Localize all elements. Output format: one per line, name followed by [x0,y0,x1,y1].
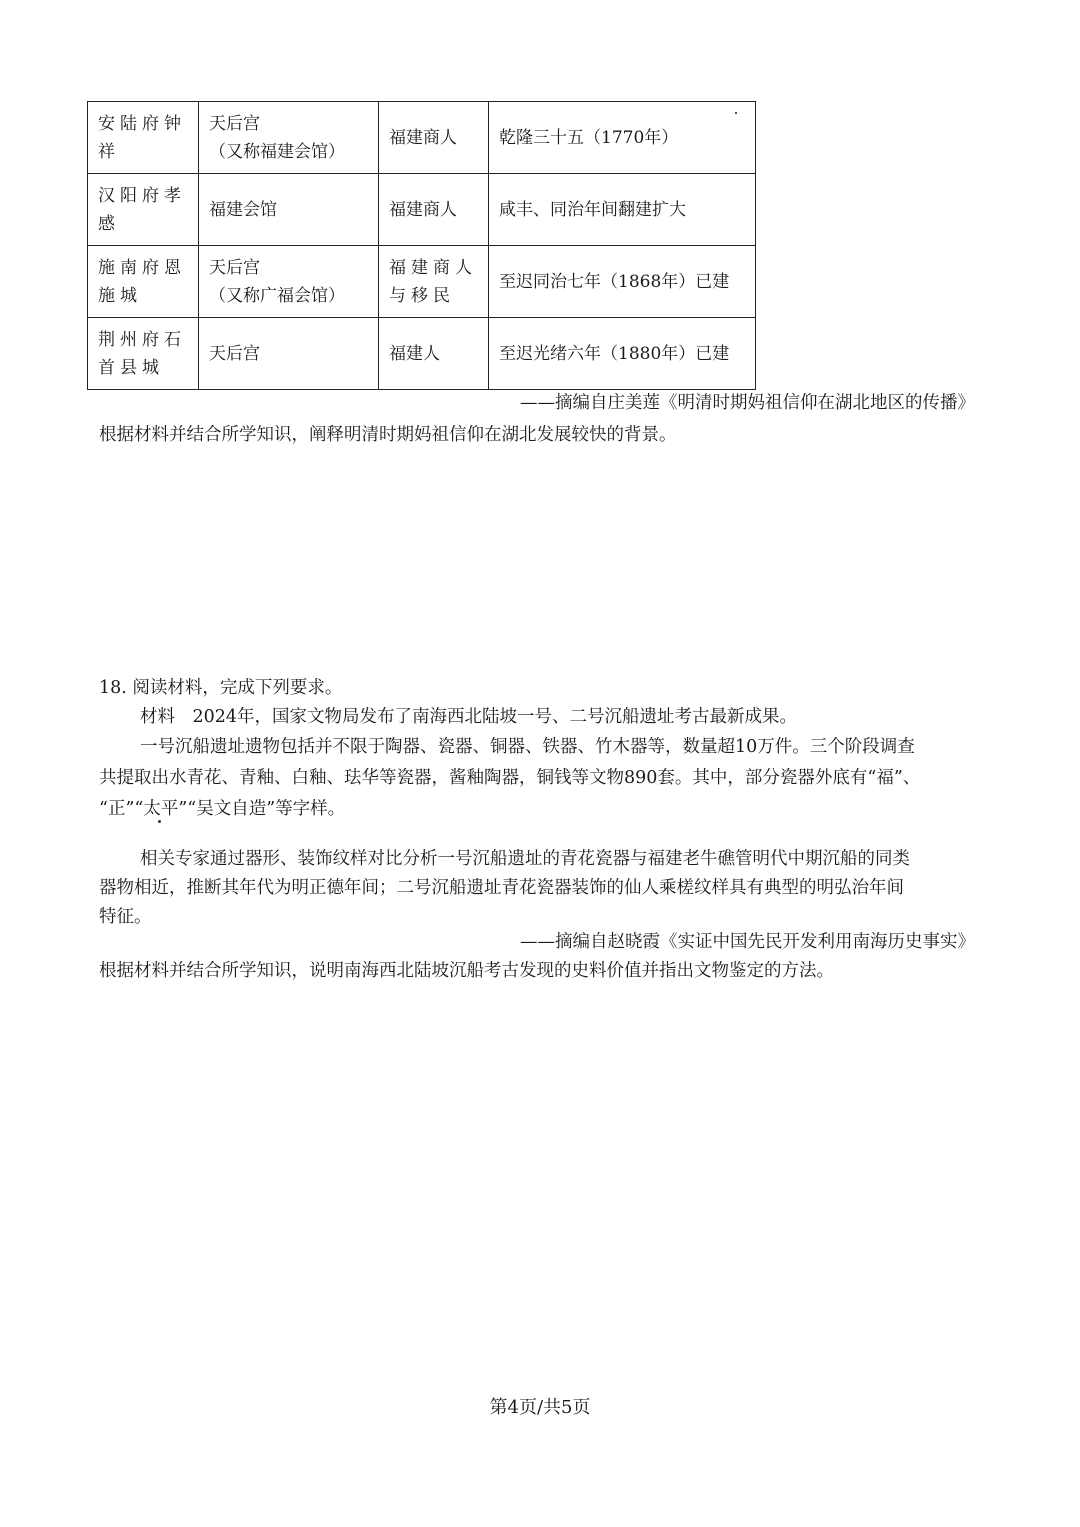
q18-material-intro: 材料 2024年，国家文物局发布了南海西北陆坡一号、二号沉船遗址考古最新成果。 [140,707,798,727]
temple-cell: 福建会馆 [199,174,379,246]
place-cell: 施南府恩施城 [88,246,199,318]
date-cell: 至迟同治七年（1868年）已建 [489,246,756,318]
q18-title: 18. 阅读材料，完成下列要求。 [99,678,343,698]
temple-cell: 天后宫 [199,318,379,390]
temple-cell: 天后宫 （又称广福会馆） [199,246,379,318]
q18-paragraph-2-line-2: 器物相近，推断其年代为明正德年间；二号沉船遗址青花瓷器装饰的仙人乘槎纹样具有典型的明弘治年间 [99,878,904,898]
q18-paragraph-1-line-3: “正”“太平”“吴文自造”等字样。 [99,799,346,819]
date-cell: 咸丰、同治年间翻建扩大 [489,174,756,246]
q18-source-citation: ——摘编自赵晓霞《实证中国先民开发利用南海历史事实》 [520,932,975,952]
builder-cell: 福建商人 [379,174,489,246]
temple-cell: 天后宫 （又称福建会馆） [199,102,379,174]
place-cell: 安陆府钟祥 [88,102,199,174]
date-cell: 乾隆三十五（1770年） [489,102,756,174]
q18-paragraph-2-line-3: 特征。 [99,907,152,927]
builder-cell: 福建人 [379,318,489,390]
date-cell: 至迟光绪六年（1880年）已建 [489,318,756,390]
scan-dot [158,820,161,823]
q17-prompt: 根据材料并结合所学知识，阐释明清时期妈祖信仰在湖北发展较快的背景。 [99,425,677,445]
builder-cell: 福建商人与移民 [379,246,489,318]
scan-mark [735,112,737,114]
q18-prompt: 根据材料并结合所学知识，说明南海西北陆坡沉船考古发现的史料价值并指出文物鉴定的方法。 [99,961,834,981]
page-number: 第4页/共5页 [489,1397,591,1418]
q18-paragraph-1-line-1: 一号沉船遗址遗物包括并不限于陶器、瓷器、铜器、铁器、竹木器等，数量超10万件。三个阶段调查 [140,737,915,757]
q18-paragraph-2-line-1: 相关专家通过器形、装饰纹样对比分析一号沉船遗址的青花瓷器与福建老牛礁管明代中期沉船的同类 [140,849,910,869]
table-row [88,318,756,390]
place-cell: 汉阳府孝感 [88,174,199,246]
table-source-citation: ——摘编自庄美莲《明清时期妈祖信仰在湖北地区的传播》 [520,393,975,413]
builder-cell: 福建商人 [379,102,489,174]
table-row [88,174,756,246]
table-row [88,102,756,174]
place-cell: 荆州府石首县城 [88,318,199,390]
table-row [88,246,756,318]
q18-paragraph-1-line-2: 共提取出水青花、青釉、白釉、珐华等瓷器，酱釉陶器，铜钱等文物890套。其中，部分瓷器外底有“福”、 [99,768,921,788]
history-table [87,101,756,390]
